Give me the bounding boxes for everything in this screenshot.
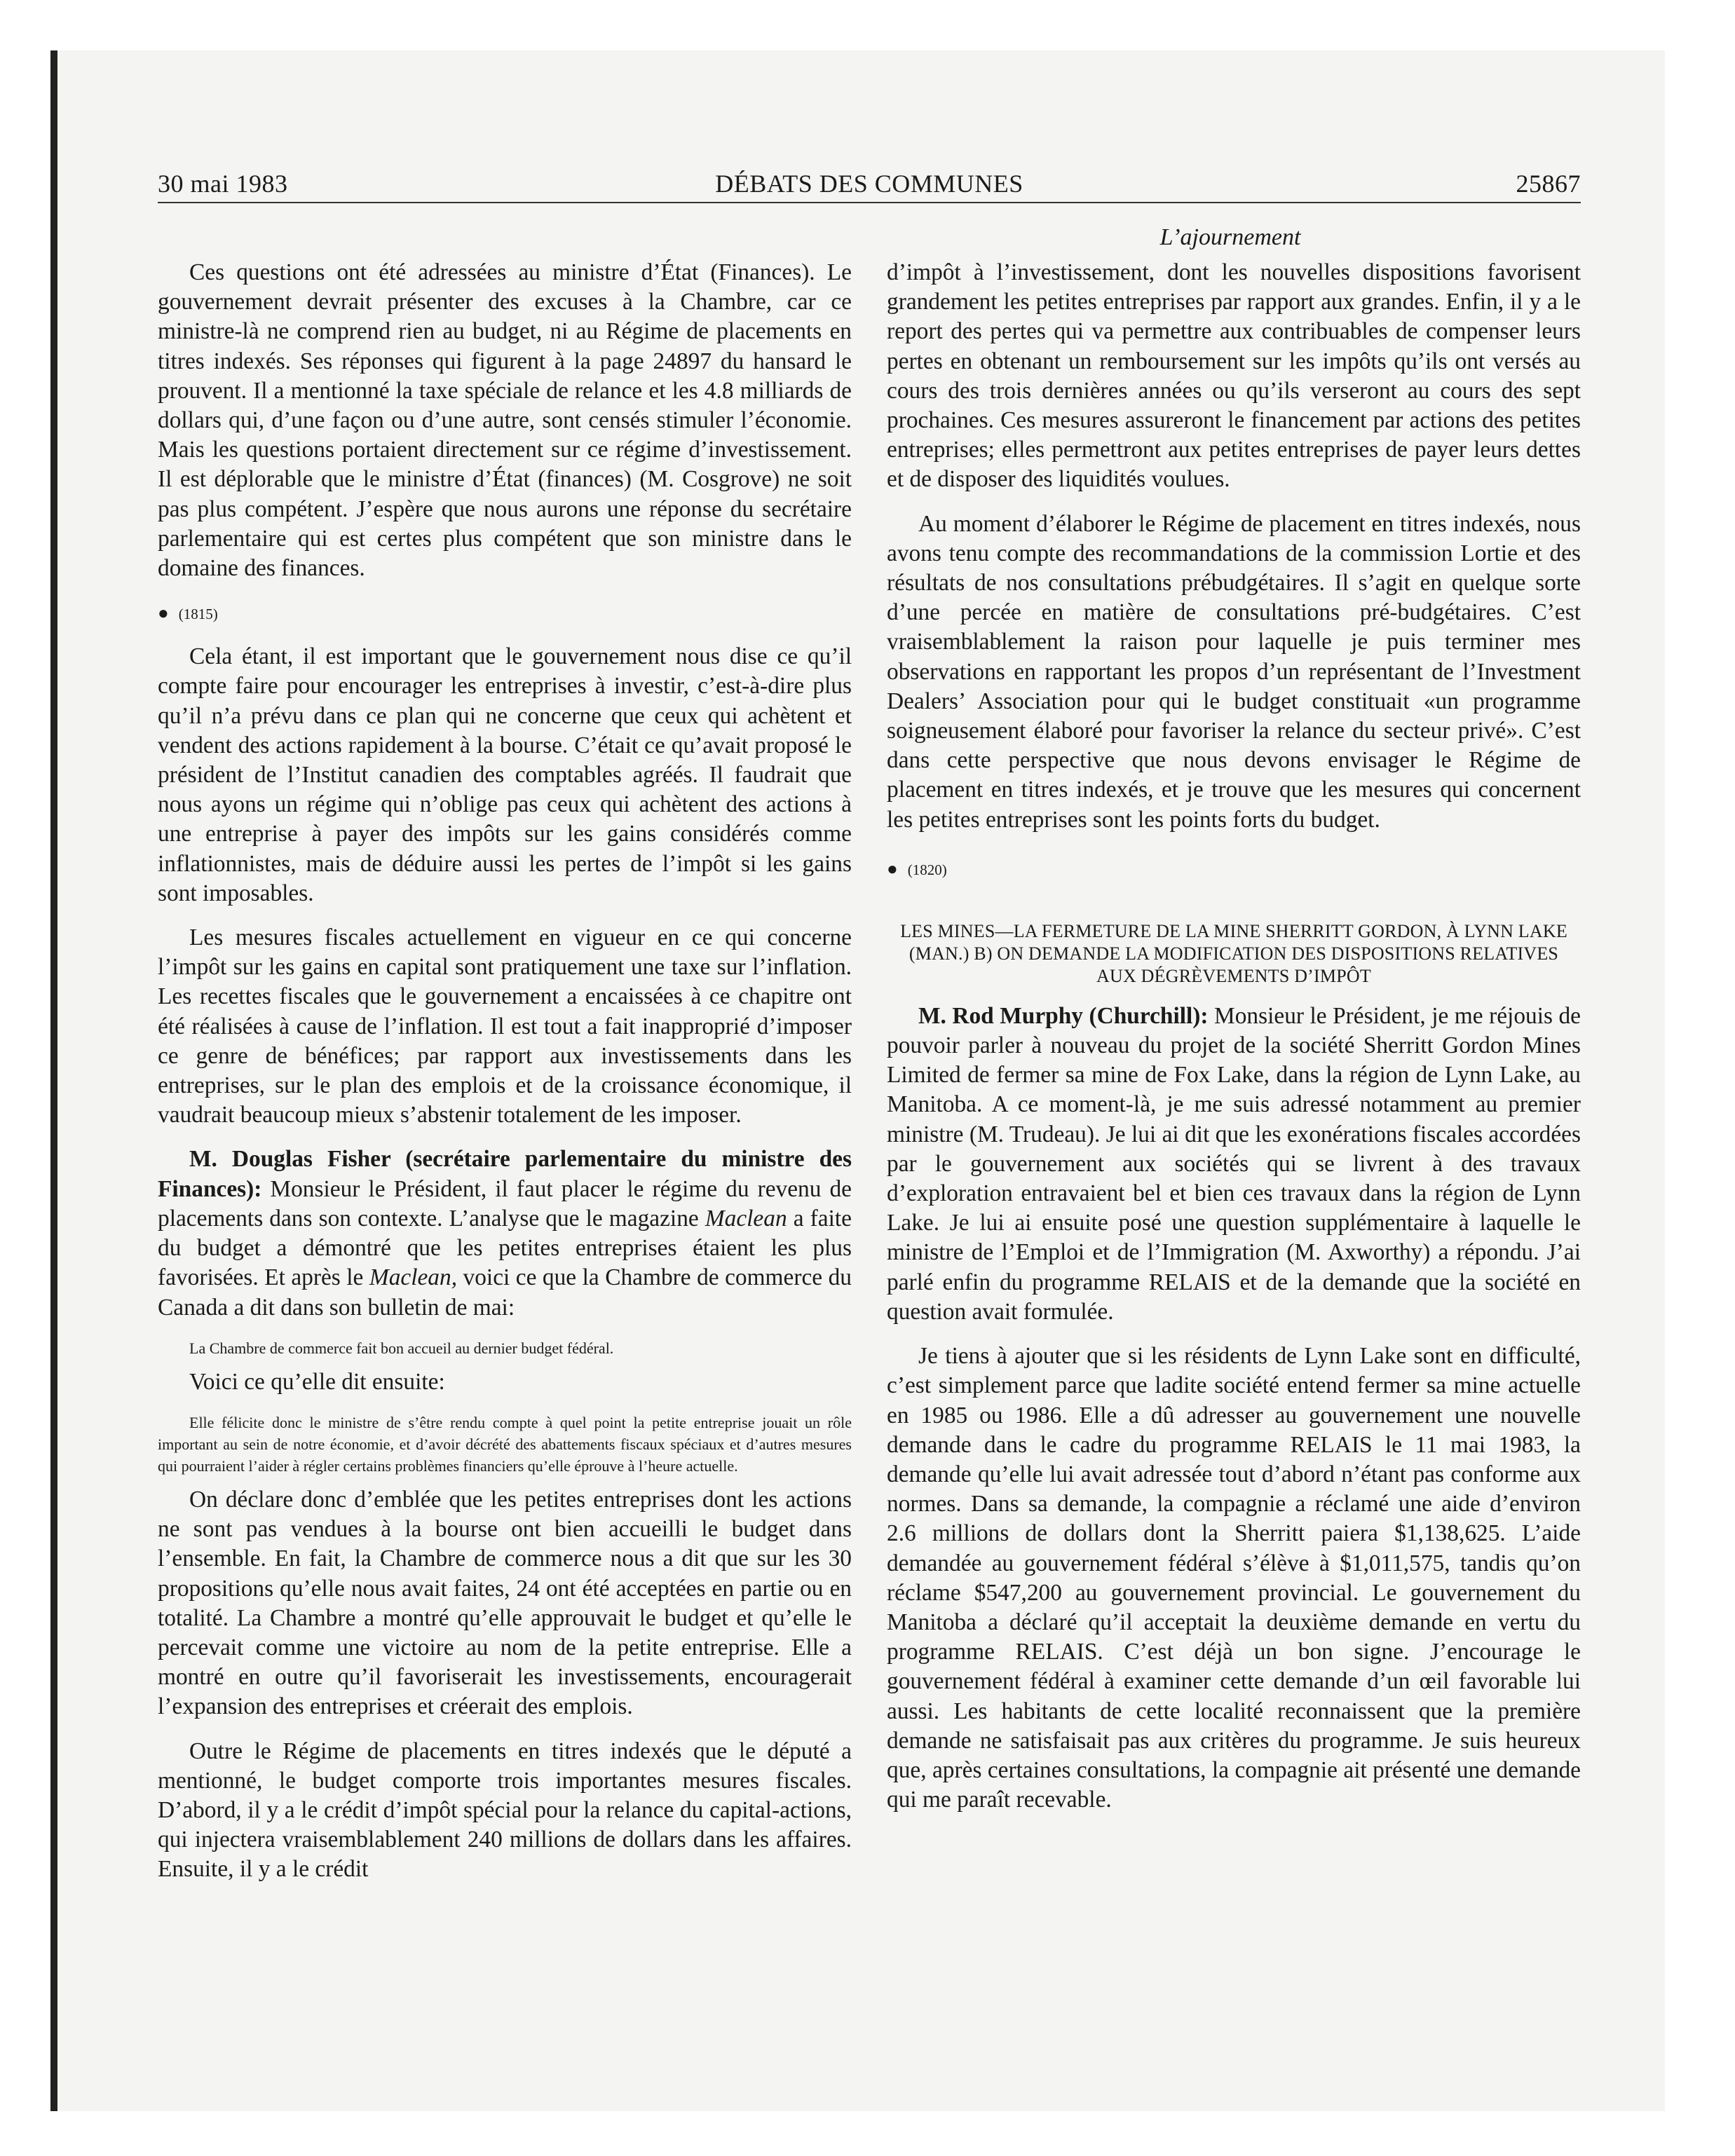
- paragraph: On déclare donc d’emblée que les petites entreprises dont les actions ne sont pas vendues à la bourse ont bien accueilli le budget dans l’ensemble. En fait, la Chambre de commerce nous a dit que sur les 30 propositions qu’elle nous avait faites, 24 ont été acceptées en partie ou en totalité. La Chambre a montré qu’elle approuvait le budget et qu’elle le percevait comme une victoire au nom de la petite entreprise. Elle a montré en outre qu’il favoriserait les investissements, encouragerait l’expansion des entreprises et créerait des emplois.: [158, 1486, 852, 1720]
- paragraph: Au moment d’élaborer le Régime de placement en titres indexés, nous avons tenu compte des recommandations de la commission Lortie et des résultats de nos consultations prébudgétaires. Il s’agit en quelque sorte d’une percée en matière de consultations pré-budgétaires. C’est vraisemblablement la raison pour laquelle je puis terminer mes observations en rapportant les propos d’un représentant de l’Investment Dealers’ Association pour qui le budget constituait «un programme soigneusement élaboré pour favoriser la relance du secteur privé». C’est dans cette perspective que nous devons envisager le Régime de placement en titres indexés, et je trouve que les mesures qui concernent les petites entreprises sont les points forts du budget.: [887, 510, 1581, 833]
- block-quote: La Chambre de commerce fait bon accueil au dernier budget fédéral.: [189, 1339, 614, 1357]
- paragraph: Voici ce qu’elle dit ensuite:: [189, 1368, 445, 1395]
- page-number: 25867: [1516, 170, 1581, 198]
- scan-edge: [50, 50, 57, 2111]
- paragraph: Cela étant, il est important que le gouvernement nous dise ce qu’il compte faire pour encourager les entreprises à investir, c’est-à-dire plus qu’il n’a prévu dans ce plan qui ne concerne que ceux qui achètent et vendent des actions rapidement à la bourse. C’était ce qu’avait proposé le président de l’Institut canadien des comptables agréés. Il faudrait que nous ayons un régime qui n’oblige pas ceux qui achètent des actions à une entreprise à payer des impôts sur les gains considérés comme inflationnistes, mais de déduire aussi les pertes de l’impôt si les gains sont imposables.: [158, 643, 852, 906]
- time-stamp: [887, 850, 1581, 902]
- header-date: 30 mai 1983: [158, 170, 288, 198]
- time-stamp-text: (1820): [907, 861, 947, 878]
- speech-paragraph: [887, 1002, 1581, 1327]
- speech-text: voici ce que la Chambre de commerce du Canada a dit dans son bulletin de mai:: [158, 1264, 852, 1321]
- speech-text: Monsieur le Président, je me réjouis de pouvoir parler à nouveau du projet de la société Sherritt Gordon Mines Limited de fermer sa mine de Fox Lake, dans la région de Lynn Lake, au Manitoba. A ce moment-là, je me suis adressé notamment au premier ministre (M. Trudeau). Je lui ai dit que les exonérations fiscales accordées par le gouvernement aux sociétés qui se livrent à des travaux d’exploration entravaient bel et bien ces travaux dans la région de Lynn Lake. Je lui ai ensuite posé une question supplémentaire à laquelle le ministre de l’Emploi et de l’Immigration (M. Axworthy) a répondu. J’ai parlé enfin du programme RELAIS et de la demande que la société en question avait formulée.: [887, 1002, 1581, 1325]
- paragraph: d’impôt à l’investissement, dont les nouvelles dispositions favorisent grandement les petites entreprises par rapport aux grandes. Enfin, il y a le report des pertes qui va permettre aux contribuables de compenser leurs pertes en obtenant un remboursement sur les impôts qu’ils ont versés au cours des trois dernières années ou qu’ils verseront au cours des sept prochaines. Ces mesures assureront le financement par actions des petites entreprises; elles permettront aux petites entreprises de payer leurs dettes et de disposer des liquidités voulues.: [887, 259, 1581, 493]
- section-subhead: L’ajournement: [1159, 224, 1301, 250]
- running-header: [158, 167, 1581, 200]
- header-title: DÉBATS DES COMMUNES: [715, 170, 1023, 198]
- paragraph: Je tiens à ajouter que si les résidents de Lynn Lake sont en difficulté, c’est simplement parce que ladite société entend fermer sa mine actuelle en 1985 ou 1986. Elle a dû adresser au gouvernement une nouvelle demande dans le cadre du programme RELAIS le 11 mai 1983, la demande qu’elle lui avait adressée tout d’abord n’étant pas conforme aux normes. Dans sa demande, la compagnie a réclamé une aide d’environ 2.6 millions de dollars dont la Sherritt paiera $1,138,625. L’aide demandée au gouvernement fédéral s’élève à $1,011,575, tandis qu’on réclame $547,200 au gouvernement provincial. Le gouvernement du Manitoba a déclaré qu’il acceptait la deuxième demande en vertu du programme RELAIS. C’est déjà un bon signe. J’encourage le gouvernement fédéral à examiner cette demande d’un œil favorable lui aussi. Les habitants de cette localité reconnaissent que la première demande ne satisfaisait pas aux critères du programme. Je suis heureux que, après certaines consultations, la compagnie ait présenté une demande qui me paraît recevable.: [887, 1343, 1581, 1813]
- speaker-name: M. Douglas Fisher (secrétaire parlementaire du ministre des Finances):: [158, 1146, 852, 1202]
- speech-text: Monsieur le Président, il faut placer le régime du revenu de placements dans son contexte. L’analyse que le magazine: [158, 1175, 852, 1231]
- speaker-name: M. Rod Murphy (Churchill):: [918, 1002, 1209, 1029]
- magazine-title: Maclean,: [369, 1264, 458, 1291]
- time-stamp: [158, 598, 852, 642]
- speech-text: a faite du budget a démontré que les petites entreprises étaient les plus favorisées. Et après le: [158, 1205, 852, 1291]
- speech-paragraph: [158, 1145, 852, 1322]
- magazine-title: Maclean: [705, 1205, 787, 1231]
- paragraph: Les mesures fiscales actuellement en vigueur en ce qui concerne l’impôt sur les gains en capital sont pratiquement une taxe sur l’inflation. Les recettes fiscales que le gouvernement a encaissées à ce chapitre ont été réalisées à cause de l’inflation. Il est tout a fait inapproprié d’imposer ce genre de bénéfices; par rapport aux investissements dans les entreprises, sur le plan des emplois et de la croissance économique, il vaudrait beaucoup mieux s’abstenir totalement de les imposer.: [158, 925, 852, 1128]
- paragraph: Ces questions ont été adressées au ministre d’État (Finances). Le gouvernement devrait présenter des excuses à la Chambre, car ce ministre-là ne comprend rien au budget, ni au Régime de placements en titres indexés. Ses réponses qui figurent à la page 24897 du hansard le prouvent. Il a mentionné la taxe spéciale de relance et les 4.8 milliards de dollars qui, d’une façon ou d’une autre, sont censés stimuler l’économie. Mais les questions portaient directement sur ce régime d’investissement. Il est déplorable que le ministre d’État (finances) (M. Cosgrove) ne soit pas plus compétent. J’espère que nous aurons une réponse du secrétaire parlementaire qui est certes plus compétent que son ministre dans le domaine des finances.: [158, 259, 852, 582]
- time-stamp-text: (1815): [178, 606, 218, 623]
- paragraph: Outre le Régime de placements en titres indexés que le député a mentionné, le budget comporte trois importantes mesures fiscales. D’abord, il y a le crédit d’impôt spécial pour la relance du capital-actions, qui injectera vraisemblablement 240 millions de dollars dans les affaires. Ensuite, il y a le crédit: [158, 1738, 852, 1883]
- left-column: [158, 258, 852, 1899]
- section-heading: LES MINES—LA FERMETURE DE LA MINE SHERRITT GORDON, À LYNN LAKE (MAN.) B) ON DEMANDE LA MODIFICATION DES DISPOSITIONS RELATIVES AUX DÉGRÈVEMENTS D’IMPÔT: [900, 920, 1567, 986]
- right-column: [887, 258, 1581, 1829]
- header-rule: [158, 202, 1581, 203]
- bullet-icon: ●: [887, 858, 898, 879]
- bullet-icon: ●: [158, 603, 169, 624]
- block-quote: Elle félicite donc le ministre de s’être rendu compte à quel point la petite entreprise jouait un rôle important au sein de notre économie, et d’avoir décrété des abattements fiscaux spéciaux et d’autres mesures qui pourraient l’aider à régler certains problèmes financiers qu’elle éprouve à l’heure actuelle.: [158, 1413, 852, 1475]
